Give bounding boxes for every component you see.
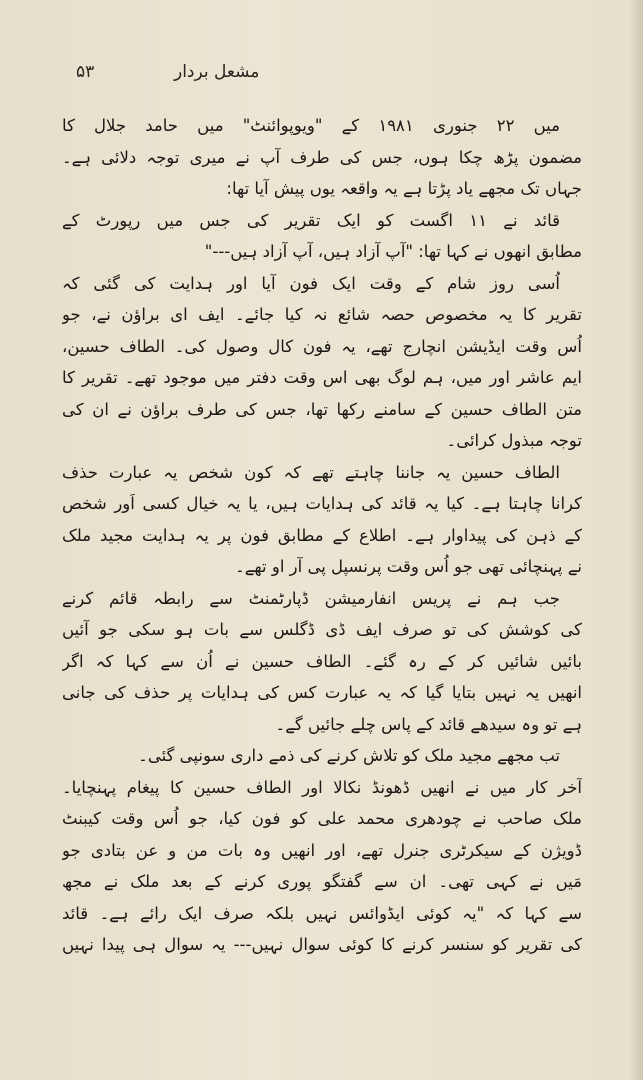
body-text (62, 110, 582, 961)
text-line: انھیں یہ نہیں بتایا گیا کہ یہ عبارت کس کی ہدایات پر حذف کی جانی (62, 683, 582, 702)
text-line: تب مجھے مجید ملک کو تلاش کرنے کی ذمے داری سونپی گئی۔ (138, 746, 560, 765)
text-line: سے کہا کہ "یہ کوئی ایڈوائس نہیں بلکہ صرف ایک رائے ہے۔ قائد (62, 903, 582, 923)
text-line: جہاں تک مجھے یاد پڑتا ہے یہ واقعہ یوں پیش آیا تھا: (226, 179, 582, 198)
page-number: ۵۳ (76, 62, 95, 82)
text-line: ایم عاشر اور میں، ہم لوگ بھی اس وقت دفتر میں موجود تھے۔ تقریر کا (62, 368, 582, 387)
text-line: ملک صاحب نے چودھری محمد علی کو فون کیا، جو اُس وقت کیبنٹ (62, 809, 582, 828)
text-line: الطاف حسین یہ جاننا چاہتے تھے کہ کون شخص یہ عبارت حذف (62, 462, 560, 482)
text-line: کی کوشش کی تو صرف ایف ڈی ڈگلس سے بات ہو سکی جو آئیں (62, 620, 582, 639)
text-line: کے ذہن کی پیداوار ہے۔ اطلاع کے مطابق فون پر یہ ہدایت مجید ملک (62, 525, 582, 545)
text-line: اُسی روز شام کے وقت ایک فون آیا اور ہدایت کی گئی کہ (62, 273, 560, 293)
page-edge-shadow (629, 0, 643, 1080)
text-line: توجہ مبذول کرائی۔ (446, 431, 582, 450)
text-line: بائیں شائیں کر کے رہ گئے۔ الطاف حسین نے اُن سے کہا کہ اگر (62, 651, 582, 671)
text-line: آخر کار میں نے انھیں ڈھونڈ نکالا اور الطاف حسین کا پیغام پہنچایا۔ (62, 777, 582, 797)
text-line: ڈویژن کے سیکرٹری جنرل تھے، اور انھیں وہ بات من و عن بتادی جو (62, 840, 582, 860)
book-title: مشعل بردار (174, 62, 260, 82)
text-line: ہے تو وہ سیدھے قائد کے پاس چلے جائیں گے۔ (275, 714, 582, 734)
text-line: کرانا چاہتا ہے۔ کیا یہ قائد کی ہدایات ہیں، یا یہ خیال کسی اَور شخص (62, 494, 582, 513)
text-line: کی تقریر کو سنسر کرنے کا کوئی سوال نہیں--- یہ سوال ہی پیدا نہیں (62, 935, 582, 954)
text-line: نے پہنچائی تھی جو اُس وقت پرنسپل پی آر او تھے۔ (235, 557, 582, 576)
text-line: اُس وقت ایڈیشن انچارج تھے، یہ فون کال وصول کی۔ الطاف حسین، (62, 336, 582, 356)
running-header (62, 62, 581, 92)
text-line: مضمون پڑھ چکا ہوں، جس کی طرف آپ نے میری توجہ دلائی ہے۔ (62, 147, 582, 167)
text-line: جب ہم نے پریس انفارمیشن ڈپارٹمنٹ سے رابطہ قائم کرنے (62, 588, 560, 608)
text-line: تقریر کا یہ مخصوص حصہ شائع نہ کیا جائے۔ ایف ای براؤن نے، جو (62, 305, 582, 324)
text-line: قائد نے ۱۱ اگست کو ایک تقریر کی جس میں رپورٹ کے (62, 210, 560, 230)
text-line: مَیں نے کہی تھی۔ ان سے گفتگو پوری کرنے کے بعد ملک نے مجھ (62, 872, 582, 891)
text-line: مطابق انھوں نے کہا تھا: "آپ آزاد ہیں، آپ آزاد ہیں---" (204, 242, 582, 261)
text-line: متن الطاف حسین کے سامنے رکھا تھا، جس کی طرف براؤن نے ان کی (62, 399, 582, 419)
text-line: میں ۲۲ جنوری ۱۹۸۱ کے "ویوپوائنٹ" میں حامد جلال کا (62, 116, 561, 135)
